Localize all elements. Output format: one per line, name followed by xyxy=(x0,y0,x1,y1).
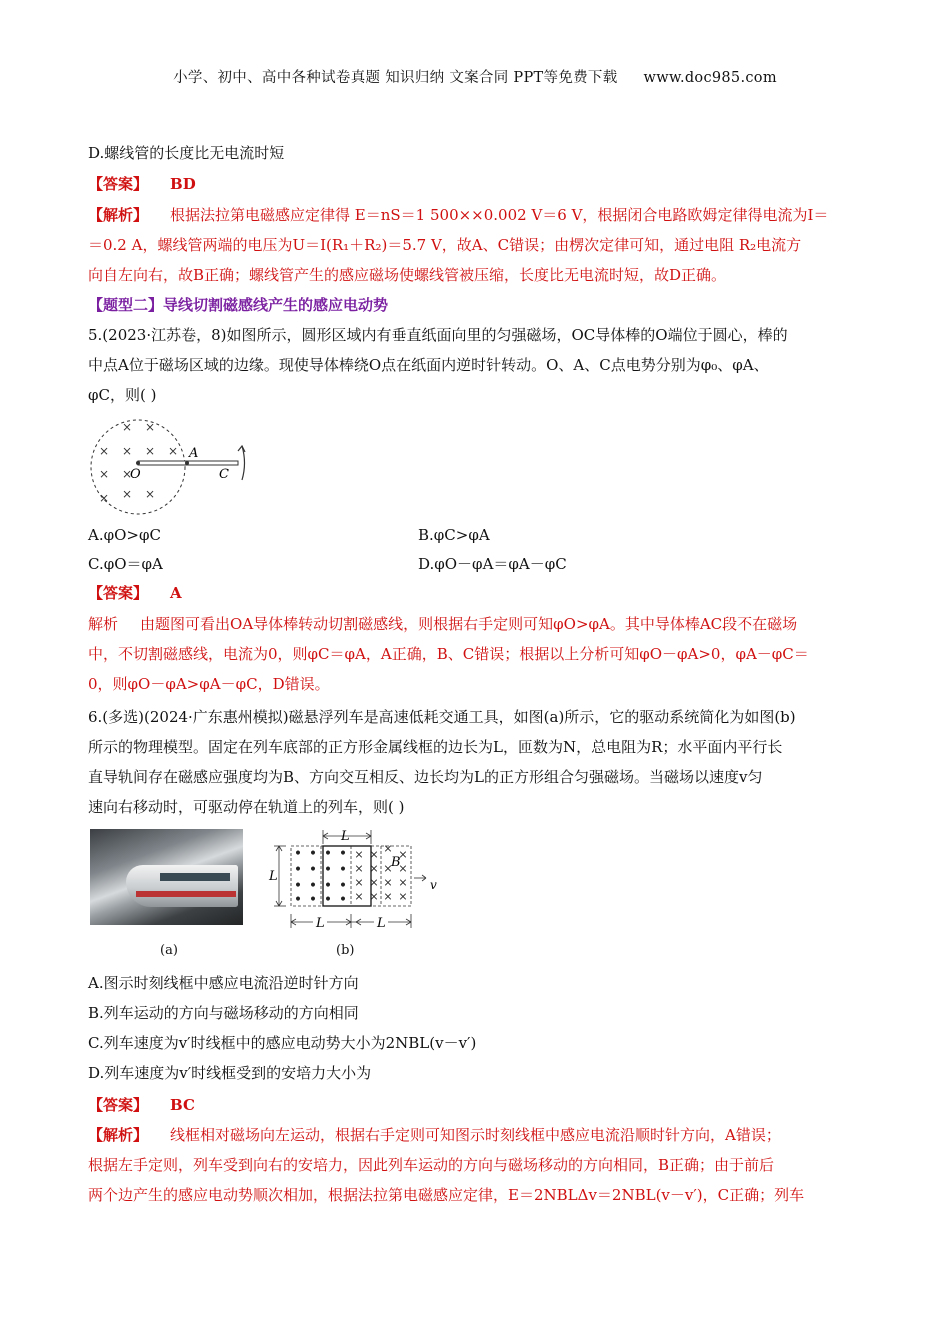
q5-figure xyxy=(86,418,261,518)
q6-answer-row xyxy=(88,1094,866,1116)
q6-answer-label: 【答案】 xyxy=(88,1096,149,1114)
q4-exp-text-1: 根据法拉第电磁感应定律得 E＝nS＝1 500××0.002 V＝6 V，根据闭合电路欧姆定律得电流为I＝ xyxy=(170,206,829,224)
q6-stem-line-3: 直导轨间存在磁感应强度均为B、方向交互相反、边长均为L的正方形组合匀强磁场。当磁场以速度v匀 xyxy=(88,768,763,786)
cross-mark: × xyxy=(369,862,379,875)
cross-mark: × xyxy=(383,862,393,875)
q6-stem-line-2: 所示的物理模型。固定在列车底部的正方形金属线框的边长为L，匝数为N，总电阻为R；水平面内平行长 xyxy=(88,738,783,756)
label-o: O xyxy=(130,467,141,482)
dot-mark: • xyxy=(293,862,303,878)
q5-answer-value: A xyxy=(170,584,182,602)
train-body xyxy=(126,865,238,907)
q5-option-c: C.φO＝φA xyxy=(88,555,163,573)
label-b: B xyxy=(391,855,401,870)
cross-mark: × xyxy=(121,487,133,501)
figure-b-caption: (b) xyxy=(336,943,355,958)
q6-option-a: A.图示时刻线框中感应电流沿逆时针方向 xyxy=(88,974,359,992)
q6-exp-label: 【解析】 xyxy=(88,1126,149,1144)
dot-mark: • xyxy=(338,892,348,908)
dot-mark: • xyxy=(308,862,318,878)
cross-mark: × xyxy=(398,862,408,875)
q5-exp-label: 解析 xyxy=(88,615,119,633)
cross-mark: × xyxy=(369,848,379,861)
page-header xyxy=(0,66,950,87)
q4-option-d: D.螺线管的长度比无电流时短 xyxy=(88,144,285,162)
label-a: A xyxy=(189,446,199,461)
q5-answer-label: 【答案】 xyxy=(88,584,149,602)
q6-figure-b xyxy=(266,826,456,938)
dot-mark: • xyxy=(308,892,318,908)
q5-option-a: A.φO>φC xyxy=(88,526,161,544)
dot-mark: • xyxy=(308,878,318,894)
cross-mark: × xyxy=(354,862,364,875)
dot-mark: • xyxy=(338,846,348,862)
cross-mark: × xyxy=(369,890,379,903)
dot-mark: • xyxy=(308,846,318,862)
cross-mark: × xyxy=(144,420,156,434)
dot-mark: • xyxy=(323,892,333,908)
cross-mark: × xyxy=(144,487,156,501)
dim-label-left: L xyxy=(269,869,278,884)
q5-stem-line-2: 中点A位于磁场区域的边缘。现使导体棒绕O点在纸面内逆时针转动。O、A、C点电势分别为φ₀、φA、 xyxy=(88,356,769,374)
cross-mark: × xyxy=(144,444,156,458)
header-site: www.doc985.com xyxy=(643,70,777,86)
q5-explanation-line-2: 中，不切割磁感线，电流为0，则φC＝φA，A正确，B、C错误；根据以上分析可知φO－φA>0，φA－φC＝ xyxy=(88,645,809,663)
q6-explanation-line-3: 两个边产生的感应电动势顺次相加，根据法拉第电磁感应定律，E＝2NBLΔv＝2NBL(v－v′)，C正确；列车 xyxy=(88,1186,805,1204)
q5-stem-line-3: φC，则( ) xyxy=(88,386,157,404)
cross-mark: × xyxy=(98,491,110,505)
cross-mark: × xyxy=(354,890,364,903)
q4-answer-label: 【答案】 xyxy=(88,175,149,193)
dim-label-bottom-1: L xyxy=(316,916,325,931)
cross-mark: × xyxy=(121,467,133,481)
dot-mark: • xyxy=(323,878,333,894)
label-v: v xyxy=(430,878,437,892)
q5-stem-line-1: 5.(2023·江苏卷，8)如图所示，圆形区域内有垂直纸面向里的匀强磁场，OC导体棒的O端位于圆心，棒的 xyxy=(88,326,788,344)
maglev-train-photo xyxy=(90,829,243,925)
dot-mark: • xyxy=(338,878,348,894)
point-a xyxy=(185,461,189,465)
q6-option-c: C.列车速度为v′时线框中的感应电动势大小为2NBL(v－v′) xyxy=(88,1034,477,1052)
q4-exp-label: 【解析】 xyxy=(88,206,149,224)
q6-answer-value: BC xyxy=(170,1096,195,1114)
q4-answer-value: BD xyxy=(170,175,196,193)
cross-mark: × xyxy=(98,467,110,481)
dot-mark: • xyxy=(323,862,333,878)
train-stripe xyxy=(136,891,236,897)
cross-mark: × xyxy=(354,876,364,889)
cross-mark: × xyxy=(121,444,133,458)
cross-mark: × xyxy=(398,876,408,889)
cross-mark: × xyxy=(167,444,179,458)
q5-explanation-line-1 xyxy=(88,613,866,635)
rotation-arrow-head xyxy=(238,446,245,452)
cross-mark: × xyxy=(354,848,364,861)
dot-mark: • xyxy=(323,846,333,862)
q5-option-b: B.φC>φA xyxy=(418,526,490,544)
q6-stem-line-4: 速向右移动时，可驱动停在轨道上的列车，则( ) xyxy=(88,798,405,816)
dot-mark: • xyxy=(338,862,348,878)
cross-mark: × xyxy=(369,876,379,889)
cross-mark: × xyxy=(383,890,393,903)
figure-a-caption: (a) xyxy=(160,943,178,958)
cross-mark: × xyxy=(383,842,393,855)
label-c: C xyxy=(219,467,229,482)
q6-option-b: B.列车运动的方向与磁场移动的方向相同 xyxy=(88,1004,359,1022)
cross-mark: × xyxy=(383,876,393,889)
q5-exp-text-1: 由题图可看出OA导体棒转动切割磁感线，则根据右手定则可知φO>φA。其中导体棒AC段不在磁场 xyxy=(140,615,798,633)
dim-label-top: L xyxy=(341,829,350,844)
cross-mark: × xyxy=(398,848,408,861)
q6-stem-line-1: 6.(多选)(2024·广东惠州模拟)磁悬浮列车是高速低耗交通工具，如图(a)所示，它的驱动系统简化为如图(b) xyxy=(88,708,796,726)
q5-answer-row xyxy=(88,582,866,604)
dot-mark: • xyxy=(293,846,303,862)
section-title: 【题型二】导线切割磁感线产生的感应电动势 xyxy=(88,296,389,314)
dot-mark: • xyxy=(293,878,303,894)
train-window xyxy=(160,873,230,881)
header-text: 小学、初中、高中各种试卷真题 知识归纳 文案合同 PPT等免费下载 xyxy=(173,70,618,86)
q5-option-d: D.φO－φA＝φA－φC xyxy=(418,555,567,573)
q6-option-d: D.列车速度为v′时线框受到的安培力大小为 xyxy=(88,1064,372,1082)
dim-label-bottom-2: L xyxy=(377,916,386,931)
q5-explanation-line-3: 0，则φO－φA>φA－φC，D错误。 xyxy=(88,675,330,693)
q4-explanation-line-1 xyxy=(88,204,866,226)
q6-explanation-line-2: 根据左手定则，列车受到向右的安培力，因此列车运动的方向与磁场移动的方向相同，B正确；由于前后 xyxy=(88,1156,775,1174)
cross-mark: × xyxy=(121,420,133,434)
q4-answer-row xyxy=(88,173,866,195)
q4-explanation-line-3: 向自左向右，故B正确；螺线管产生的感应磁场使螺线管被压缩，长度比无电流时短，故D正确。 xyxy=(88,266,727,284)
point-o xyxy=(136,461,140,465)
q4-explanation-line-2: ＝0.2 A，螺线管两端的电压为U＝I(R₁＋R₂)＝5.7 V，故A、C错误；由楞次定律可知，通过电阻 R₂电流方 xyxy=(88,236,802,254)
cross-mark: × xyxy=(98,444,110,458)
q6-explanation-line-1 xyxy=(88,1124,866,1146)
cross-mark: × xyxy=(398,890,408,903)
dot-mark: • xyxy=(293,892,303,908)
q6-exp-text-1: 线框相对磁场向左运动，根据右手定则可知图示时刻线框中感应电流沿顺时针方向，A错误； xyxy=(170,1126,781,1144)
